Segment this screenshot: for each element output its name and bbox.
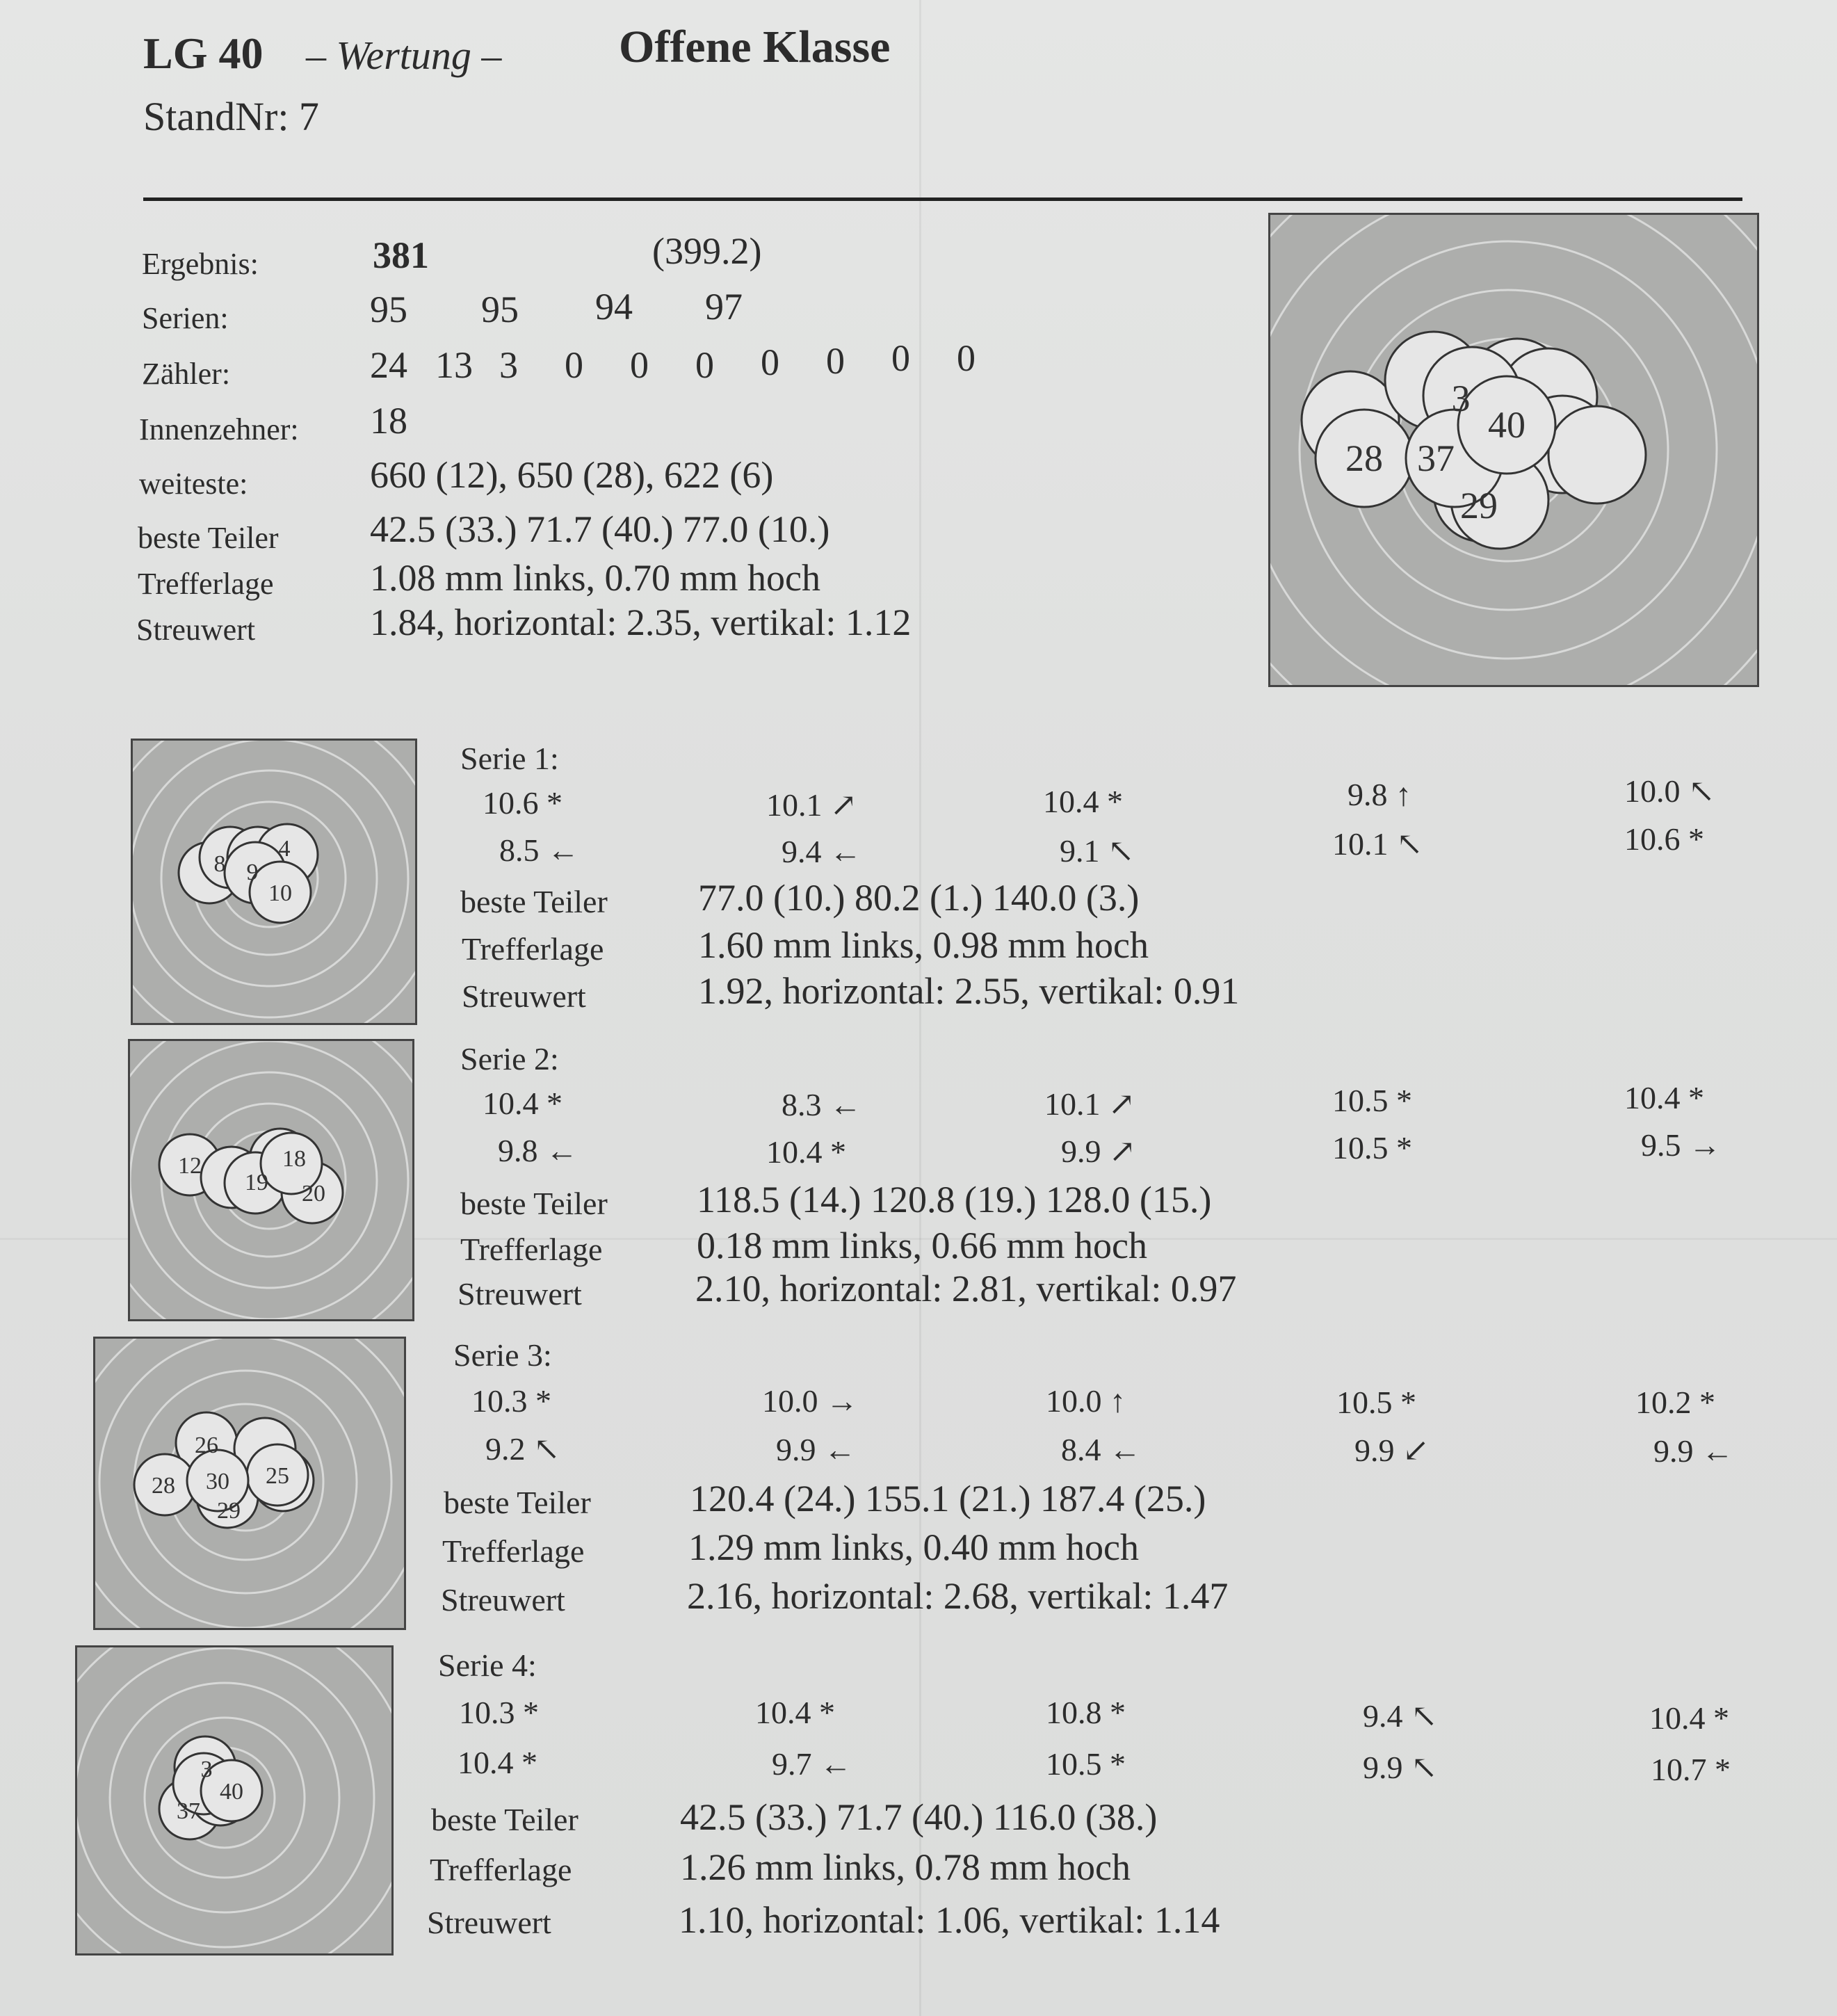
serie-2-shot-6: 9.8 ←	[498, 1133, 578, 1168]
serie-3-shot-7: 9.9 ←	[776, 1432, 856, 1467]
serie-3-shot-1: 10.3 *	[471, 1383, 551, 1419]
serie-3-shot-26: 26	[195, 1433, 218, 1458]
wertung-subtitle: – Wertung –	[306, 33, 502, 78]
zaehler-6: 0	[630, 344, 649, 386]
shot-label-29: 29	[1460, 485, 1498, 526]
serie-3-shot-9: 9.9 ↙	[1354, 1433, 1430, 1468]
serie-1-streuwert-label: Streuwert	[462, 978, 586, 1014]
ergebnis-label: Ergebnis:	[142, 247, 259, 281]
serie-2-trefferlage-value: 0.18 mm links, 0.66 mm hoch	[697, 1225, 1147, 1266]
serie-1-shot-9: 10.1 ↖	[1332, 826, 1423, 862]
zaehler-1: 0	[957, 337, 976, 379]
serie-2-shot-18: 18	[282, 1146, 306, 1172]
serie-4-streuwert-label: Streuwert	[427, 1905, 551, 1940]
serie-4-shot-5: 10.4 *	[1649, 1700, 1729, 1736]
serie-2-shot-4: 10.5 *	[1332, 1083, 1412, 1118]
serie-4-teiler-value: 42.5 (33.) 71.7 (40.) 116.0 (38.)	[680, 1796, 1158, 1838]
serie-2-shot-9: 10.5 *	[1332, 1130, 1412, 1166]
serie-3-shot-3: 10.0 ↑	[1046, 1383, 1126, 1419]
zaehler-9: 13	[435, 344, 473, 386]
serie-4-trefferlage-value: 1.26 mm links, 0.78 mm hoch	[680, 1846, 1131, 1888]
weiteste-label: weiteste:	[139, 467, 248, 501]
streuwert-label: Streuwert	[136, 613, 256, 647]
serie-3-shot-25: 25	[266, 1463, 289, 1489]
serie-3-target	[93, 1337, 406, 1630]
serie-total-4: 97	[705, 286, 743, 328]
serie-3-teiler-value: 120.4 (24.) 155.1 (21.) 187.4 (25.)	[690, 1478, 1206, 1519]
serie-4-shot-3: 3	[200, 1757, 213, 1782]
overall-target	[1268, 213, 1759, 687]
zaehler-5: 0	[695, 344, 714, 386]
ergebnis-value: 381	[373, 234, 429, 276]
serie-2-teiler-value: 118.5 (14.) 120.8 (19.) 128.0 (15.)	[697, 1179, 1212, 1220]
serie-2-shot-5: 10.4 *	[1624, 1080, 1704, 1115]
serie-2-shot-1: 10.4 *	[483, 1086, 563, 1121]
serie-4-shot-3: 10.8 *	[1046, 1695, 1126, 1730]
serie-1-shot-4: 9.8 ↑	[1348, 777, 1411, 812]
serie-4-shot-37: 37	[177, 1798, 200, 1824]
serie-1-title: Serie 1:	[460, 741, 559, 776]
zaehler-7: 0	[565, 344, 583, 386]
serie-4-target	[75, 1645, 394, 1955]
serien-label: Serien:	[142, 301, 229, 335]
serie-3-shot-4: 10.5 *	[1336, 1385, 1416, 1420]
serie-4-shot-2: 10.4 *	[755, 1695, 835, 1730]
serie-2-shot-19: 19	[245, 1170, 268, 1195]
zaehler-8: 3	[499, 344, 518, 386]
serie-3-streuwert-value: 2.16, horizontal: 2.68, vertikal: 1.47	[687, 1575, 1229, 1617]
serie-4-shot-7: 9.7 ←	[772, 1746, 852, 1782]
serie-3-shot-5: 10.2 *	[1635, 1385, 1715, 1420]
serie-3-trefferlage-label: Trefferlage	[442, 1533, 585, 1569]
serie-total-2: 95	[481, 289, 519, 330]
serie-2-shot-8: 9.9 ↗	[1061, 1134, 1136, 1169]
zaehler-2: 0	[891, 337, 910, 379]
serie-1-streuwert-value: 1.92, horizontal: 2.55, vertikal: 0.91	[698, 970, 1240, 1012]
serie-3-shot-8: 8.4 ←	[1061, 1432, 1141, 1467]
serie-total-3: 94	[595, 286, 633, 328]
serie-1-shot-1: 10.6 *	[483, 785, 563, 821]
serie-4-teiler-label: beste Teiler	[431, 1802, 578, 1837]
serie-1-trefferlage-label: Trefferlage	[462, 931, 604, 967]
header-divider	[143, 197, 1742, 201]
serie-4-shot-8: 10.5 *	[1046, 1746, 1126, 1782]
innenzehner-value: 18	[370, 400, 407, 442]
serie-3-shot-6: 9.2 ↖	[485, 1431, 560, 1467]
serie-3-shot-2: 10.0 →	[762, 1383, 858, 1419]
serie-2-shot-2: 8.3 ←	[782, 1087, 861, 1122]
shot-label-3: 3	[1451, 378, 1471, 419]
serie-4-target-graphic	[77, 1647, 391, 1953]
serie-2-target-graphic	[130, 1041, 412, 1319]
serie-1-teiler-label: beste Teiler	[460, 884, 608, 919]
teiler-label: beste Teiler	[138, 521, 279, 555]
serie-3-streuwert-label: Streuwert	[441, 1582, 565, 1618]
serie-1-teiler-value: 77.0 (10.) 80.2 (1.) 140.0 (3.)	[698, 877, 1140, 919]
serie-4-shot-40: 40	[220, 1779, 243, 1805]
serie-2-trefferlage-label: Trefferlage	[460, 1232, 603, 1267]
serie-3-shot-10: 9.9 ←	[1653, 1433, 1733, 1469]
shot-label-37: 37	[1417, 437, 1455, 479]
trefferlage-value: 1.08 mm links, 0.70 mm hoch	[370, 557, 820, 599]
serie-4-shot-6: 10.4 *	[458, 1745, 537, 1780]
serie-2-shot-10: 9.5 →	[1641, 1127, 1721, 1163]
trefferlage-label: Trefferlage	[138, 567, 274, 601]
serie-3-teiler-label: beste Teiler	[444, 1485, 591, 1520]
innenzehner-label: Innenzehner:	[139, 412, 299, 446]
serie-4-streuwert-value: 1.10, horizontal: 1.06, vertikal: 1.14	[679, 1899, 1220, 1941]
stand-number: StandNr: 7	[143, 94, 319, 139]
serie-2-shot-12: 12	[178, 1153, 202, 1179]
zaehler-10: 24	[370, 344, 407, 386]
serie-3-shot-29: 29	[217, 1498, 241, 1524]
teiler-value: 42.5 (33.) 71.7 (40.) 77.0 (10.)	[370, 508, 830, 550]
serie-1-shot-10: 10.6 *	[1624, 821, 1704, 857]
serie-1-shot-9: 9	[246, 860, 259, 885]
serie-1-shot-8: 8	[213, 851, 226, 877]
serie-1-target	[131, 739, 417, 1025]
shot-label-40: 40	[1488, 404, 1526, 446]
serie-1-shot-10: 10	[268, 880, 292, 906]
serie-3-target-graphic	[95, 1339, 404, 1628]
serie-1-shot-8: 9.1 ↖	[1060, 833, 1135, 869]
serie-2-target	[128, 1039, 414, 1321]
serie-4-shot-10: 10.7 *	[1651, 1752, 1731, 1787]
serie-2-title: Serie 2:	[460, 1041, 559, 1076]
serie-3-shot-30: 30	[206, 1469, 229, 1494]
serie-2-streuwert-value: 2.10, horizontal: 2.81, vertikal: 0.97	[695, 1268, 1237, 1309]
serie-2-streuwert-label: Streuwert	[458, 1276, 582, 1312]
serie-2-shot-7: 10.4 *	[766, 1134, 846, 1170]
zaehler-label: Zähler:	[142, 357, 231, 391]
serie-3-trefferlage-value: 1.29 mm links, 0.40 mm hoch	[688, 1526, 1139, 1568]
serie-4-shot-4: 9.4 ↖	[1363, 1698, 1438, 1734]
serie-4-trefferlage-label: Trefferlage	[430, 1852, 572, 1887]
serie-3-shot-28: 28	[152, 1473, 175, 1499]
discipline-title: LG 40	[143, 29, 264, 78]
serie-1-shot-3: 10.4 *	[1043, 784, 1123, 819]
serie-2-shot-20: 20	[302, 1181, 325, 1207]
zaehler-3: 0	[826, 340, 845, 382]
serie-1-trefferlage-value: 1.60 mm links, 0.98 mm hoch	[698, 924, 1149, 966]
serie-1-shot-5: 10.0 ↖	[1624, 773, 1715, 809]
serie-2-shot-3: 10.1 ↗	[1044, 1086, 1135, 1122]
serie-total-1: 95	[370, 289, 407, 330]
serie-1-target-graphic	[133, 741, 415, 1023]
class-title: Offene Klasse	[619, 22, 891, 72]
zaehler-4: 0	[761, 341, 779, 383]
serie-4-shot-9: 9.9 ↖	[1363, 1750, 1438, 1785]
serie-2-teiler-label: beste Teiler	[460, 1186, 608, 1221]
overall-target-graphic	[1270, 215, 1757, 685]
shot-label-28: 28	[1345, 437, 1383, 479]
weiteste-value: 660 (12), 650 (28), 622 (6)	[370, 454, 774, 496]
serie-4-shot-1: 10.3 *	[459, 1695, 539, 1730]
serie-1-shot-2: 10.1 ↗	[766, 787, 857, 823]
serie-4-title: Serie 4:	[438, 1647, 537, 1683]
serie-1-shot-7: 9.4 ←	[782, 834, 861, 869]
serie-1-shot-4: 4	[278, 836, 291, 862]
serie-1-shot-6: 8.5 ←	[499, 832, 579, 868]
ergebnis-decimal: (399.2)	[652, 230, 762, 272]
streuwert-value: 1.84, horizontal: 2.35, vertikal: 1.12	[370, 602, 912, 643]
serie-3-title: Serie 3:	[453, 1337, 552, 1373]
